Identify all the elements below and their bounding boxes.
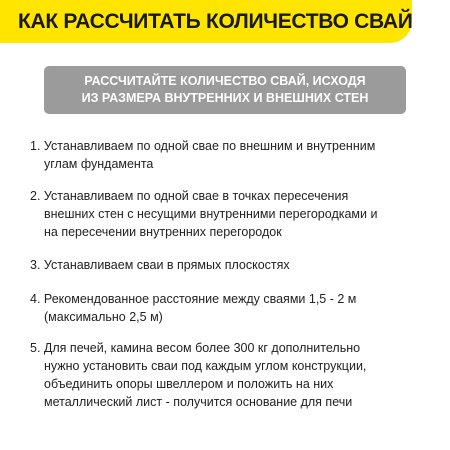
step-5 — [30, 339, 440, 411]
step-5-line-3: объединить опоры швеллером и положить на них — [44, 377, 334, 391]
step-2-line-3: на пересечении внутренних перегородок — [44, 225, 282, 239]
step-3-line-1 — [30, 256, 440, 274]
title-banner — [0, 0, 412, 43]
step-2-number: 2. — [30, 189, 41, 203]
step-3 — [30, 256, 440, 274]
step-5-line-4: металлический лист - получится основание для печи — [44, 395, 353, 409]
subtitle-line-2: ИЗ РАЗМЕРА ВНУТРЕННИХ И ВНЕШНИХ СТЕН — [81, 91, 369, 105]
step-2-line-1 — [30, 187, 440, 205]
page-title: КАК РАССЧИТАТЬ КОЛИЧЕСТВО СВАЙ — [18, 9, 413, 33]
step-1-number: 1. — [30, 139, 41, 153]
step-4-text-1: Рекомендованное расстояние между сваями 1,5 - 2 м — [43, 292, 357, 306]
step-5-line-2: нужно установить сваи под каждым углом конструкции, — [44, 359, 367, 373]
step-3-text-1: Устанавливаем сваи в прямых плоскостях — [43, 258, 290, 272]
subtitle-box — [44, 66, 406, 114]
subtitle-line-1: РАССЧИТАЙТЕ КОЛИЧЕСТВО СВАЙ, ИСХОДЯ — [84, 74, 366, 88]
step-4-line-1 — [30, 290, 440, 308]
step-1 — [30, 137, 440, 173]
step-5-line-1 — [30, 339, 440, 357]
step-5-text-1: Для печей, камина весом более 300 кг дополнительно — [43, 341, 361, 355]
step-5-number: 5. — [30, 341, 41, 355]
step-2-text-1: Устанавливаем по одной свае в точках пересечения — [43, 189, 349, 203]
step-1-line-2: углам фундамента — [44, 157, 154, 171]
step-4-number: 4. — [30, 292, 41, 306]
step-1-line-1 — [30, 137, 440, 155]
step-2 — [30, 187, 440, 241]
step-3-number: 3. — [30, 258, 41, 272]
step-2-line-2: внешних стен с несущими внутренними перегородками и — [44, 207, 378, 221]
step-4-line-2: (максимально 2,5 м) — [44, 310, 163, 324]
step-1-text-1: Устанавливаем по одной сваe по внешним и внутренним — [43, 139, 376, 153]
step-4 — [30, 290, 440, 326]
